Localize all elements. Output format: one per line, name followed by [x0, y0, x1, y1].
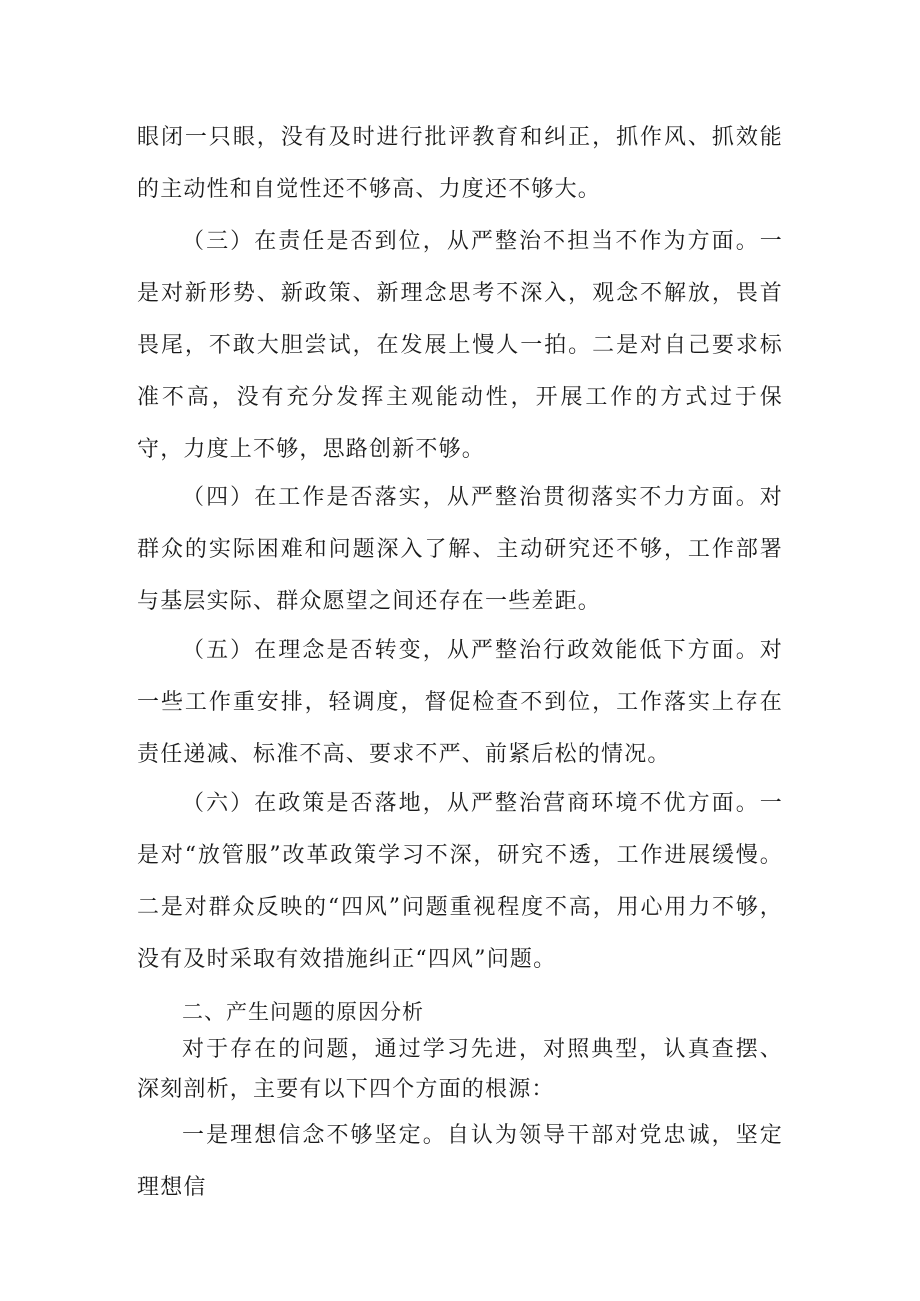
paragraph-item-6: （六）在政策是否落地，从严整治营商环境不优方面。一是对“放管服”改革政策学习不深，研究不透，工作进展缓慢。二是对群众反映的“四风”问题重视程度不高，用心用力不够，没有及时采取有效措施纠正“四风”问题。	[137, 791, 783, 972]
paragraph-item-5: （五）在理念是否转变，从严整治行政效能低下方面。对一些工作重安排，轻调度，督促检查不到位，工作落实上存在责任递减、标准不高、要求不严、前紧后松的情况。	[137, 638, 783, 767]
paragraph-item-4: （四）在工作是否落实，从严整治贯彻落实不力方面。对群众的实际困难和问题深入了解、主动研究还不够，工作部署与基层实际、群众愿望之间还存在一些差距。	[137, 485, 783, 614]
analysis-intro-paragraph: 对于存在的问题，通过学习先进，对照典型，认真查摆、深刻剖析，主要有以下四个方面的根源：	[137, 1037, 783, 1102]
paragraph-continuation: 眼闭一只眼，没有及时进行批评教育和纠正，抓作风、抓效能的主动性和自觉性还不够高、力度还不够大。	[137, 125, 783, 202]
section-heading: 二、产生问题的原因分析	[182, 1000, 424, 1024]
final-paragraph: 一是理想信念不够坚定。自认为领导干部对党忠诚，坚定理想信	[137, 1123, 783, 1200]
paragraph-item-3: （三）在责任是否到位，从严整治不担当不作为方面。一是对新形势、新政策、新理念思考不深入，观念不解放，畏首畏尾，不敢大胆尝试，在发展上慢人一拍。二是对自己要求标准不高，没有充分发挥主观能动性，开展工作的方式过于保守，力度上不够，思路创新不够。	[137, 229, 783, 462]
